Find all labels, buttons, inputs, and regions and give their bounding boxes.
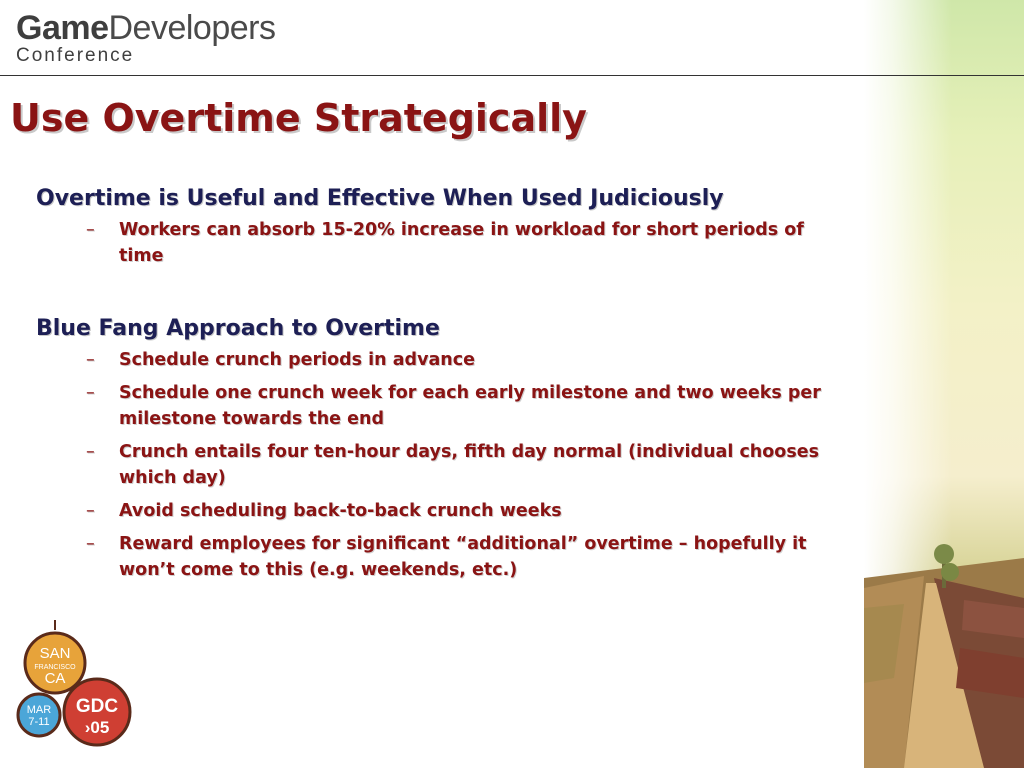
decorative-landscape-photo bbox=[864, 0, 1024, 768]
bullet-list-overtime-useful bbox=[36, 217, 846, 269]
list-item bbox=[36, 347, 846, 373]
list-item bbox=[36, 531, 846, 583]
dash-bullet-icon: – bbox=[86, 501, 95, 521]
badge-city-text: SAN bbox=[39, 645, 71, 662]
bullet-text: Schedule crunch periods in advance bbox=[119, 350, 475, 370]
bullet-text: Workers can absorb 15-20% increase in workload for short periods of time bbox=[119, 220, 804, 266]
header-divider bbox=[0, 75, 1024, 76]
logo-developers-text: Developers bbox=[108, 9, 276, 47]
badge-city-sub-text: FRANCISCO bbox=[34, 664, 76, 671]
dash-bullet-icon: – bbox=[86, 383, 95, 403]
badge-state-text: CA bbox=[44, 670, 66, 687]
badge-days-text: 7-11 bbox=[28, 716, 50, 728]
dash-bullet-icon: – bbox=[86, 442, 95, 462]
list-item bbox=[36, 498, 846, 524]
logo-conference-text: Conference bbox=[16, 45, 135, 66]
badge-gdc-text: GDC bbox=[75, 696, 119, 717]
list-item bbox=[36, 439, 846, 491]
bullet-text: Crunch entails four ten-hour days, fifth day normal (individual chooses which day) bbox=[119, 442, 820, 488]
list-item bbox=[36, 217, 846, 269]
slide-title: Use Overtime Strategically bbox=[10, 96, 587, 140]
slide-body bbox=[36, 186, 846, 590]
gdc-05-badge-logo bbox=[12, 620, 137, 760]
list-item bbox=[36, 380, 846, 432]
section-heading-overtime-useful: Overtime is Useful and Effective When Used Judiciously bbox=[36, 186, 724, 211]
bullet-text: Schedule one crunch week for each early milestone and two weeks per milestone towards the end bbox=[119, 383, 821, 429]
badge-year-text: ›05 bbox=[84, 718, 110, 737]
dash-bullet-icon: – bbox=[86, 220, 95, 240]
gdc-logo bbox=[16, 10, 275, 67]
bullet-text: Avoid scheduling back-to-back crunch weeks bbox=[119, 501, 562, 521]
dash-bullet-icon: – bbox=[86, 534, 95, 554]
landscape-road-illustration bbox=[864, 538, 1024, 768]
section-heading-blue-fang: Blue Fang Approach to Overtime bbox=[36, 316, 440, 341]
logo-line-1 bbox=[16, 10, 275, 46]
bullet-text: Reward employees for significant “additional” overtime – hopefully it won’t come to this (e.g. weekends, etc.) bbox=[119, 534, 807, 580]
logo-game-text: Game bbox=[16, 9, 109, 47]
dash-bullet-icon: – bbox=[86, 350, 95, 370]
bullet-list-blue-fang bbox=[36, 347, 846, 583]
badge-month-text: MAR bbox=[26, 704, 52, 716]
